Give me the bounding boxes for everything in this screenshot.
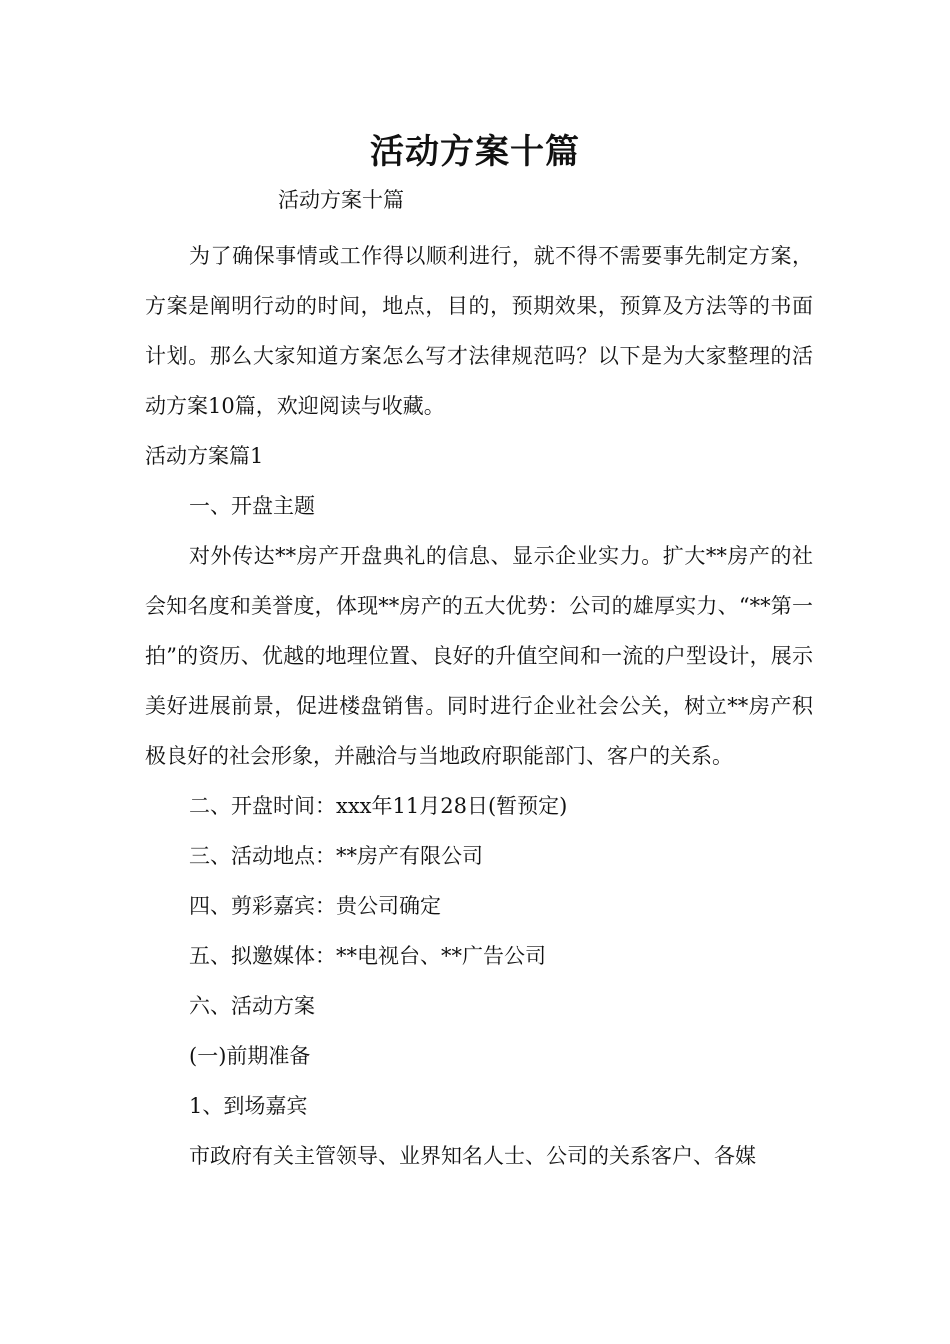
guests-item-heading: 1、到场嘉宾: [189, 1094, 308, 1118]
intro-paragraph: 为了确保事情或工作得以顺利进行，就不得不需要事先制定方案，方案是阐明行动的时间，地点，目的，预期效果，预算及方法等的书面计划。那么大家知道方案怎么写才法律规范吗？以下是为大家整理的活动方案10篇，欢迎阅读与收藏。: [145, 244, 813, 418]
section-heading: 活动方案篇1: [145, 444, 264, 468]
activity-plan-heading: 六、活动方案: [189, 994, 315, 1018]
document-body: [145, 231, 813, 1181]
media-heading: 五、拟邀媒体：**电视台、**广告公司: [189, 944, 546, 968]
document-title: 活动方案十篇: [370, 132, 580, 172]
guest-description: 市政府有关主管领导、业界知名人士、公司的关系客户、各媒: [189, 1144, 756, 1168]
document-subtitle: 活动方案十篇: [278, 188, 404, 212]
preparation-subheading: (一)前期准备: [189, 1044, 311, 1068]
location-heading: 三、活动地点：**房产有限公司: [189, 844, 483, 868]
time-heading: 二、开盘时间：xxx年11月28日(暂预定): [189, 794, 568, 818]
guest-heading: 四、剪彩嘉宾：贵公司确定: [189, 894, 441, 918]
theme-paragraph: 对外传达**房产开盘典礼的信息、显示企业实力。扩大**房产的社会知名度和美誉度，体现**房产的五大优势：公司的雄厚实力、“**第一拍”的资历、优越的地理位置、良好的升值空间和一流的户型设计，展示美好进展前景，促进楼盘销售。同时进行企业社会公关，树立**房产积极良好的社会形象，并融洽与当地政府职能部门、客户的关系。: [145, 544, 813, 768]
theme-heading: 一、开盘主题: [189, 494, 315, 518]
